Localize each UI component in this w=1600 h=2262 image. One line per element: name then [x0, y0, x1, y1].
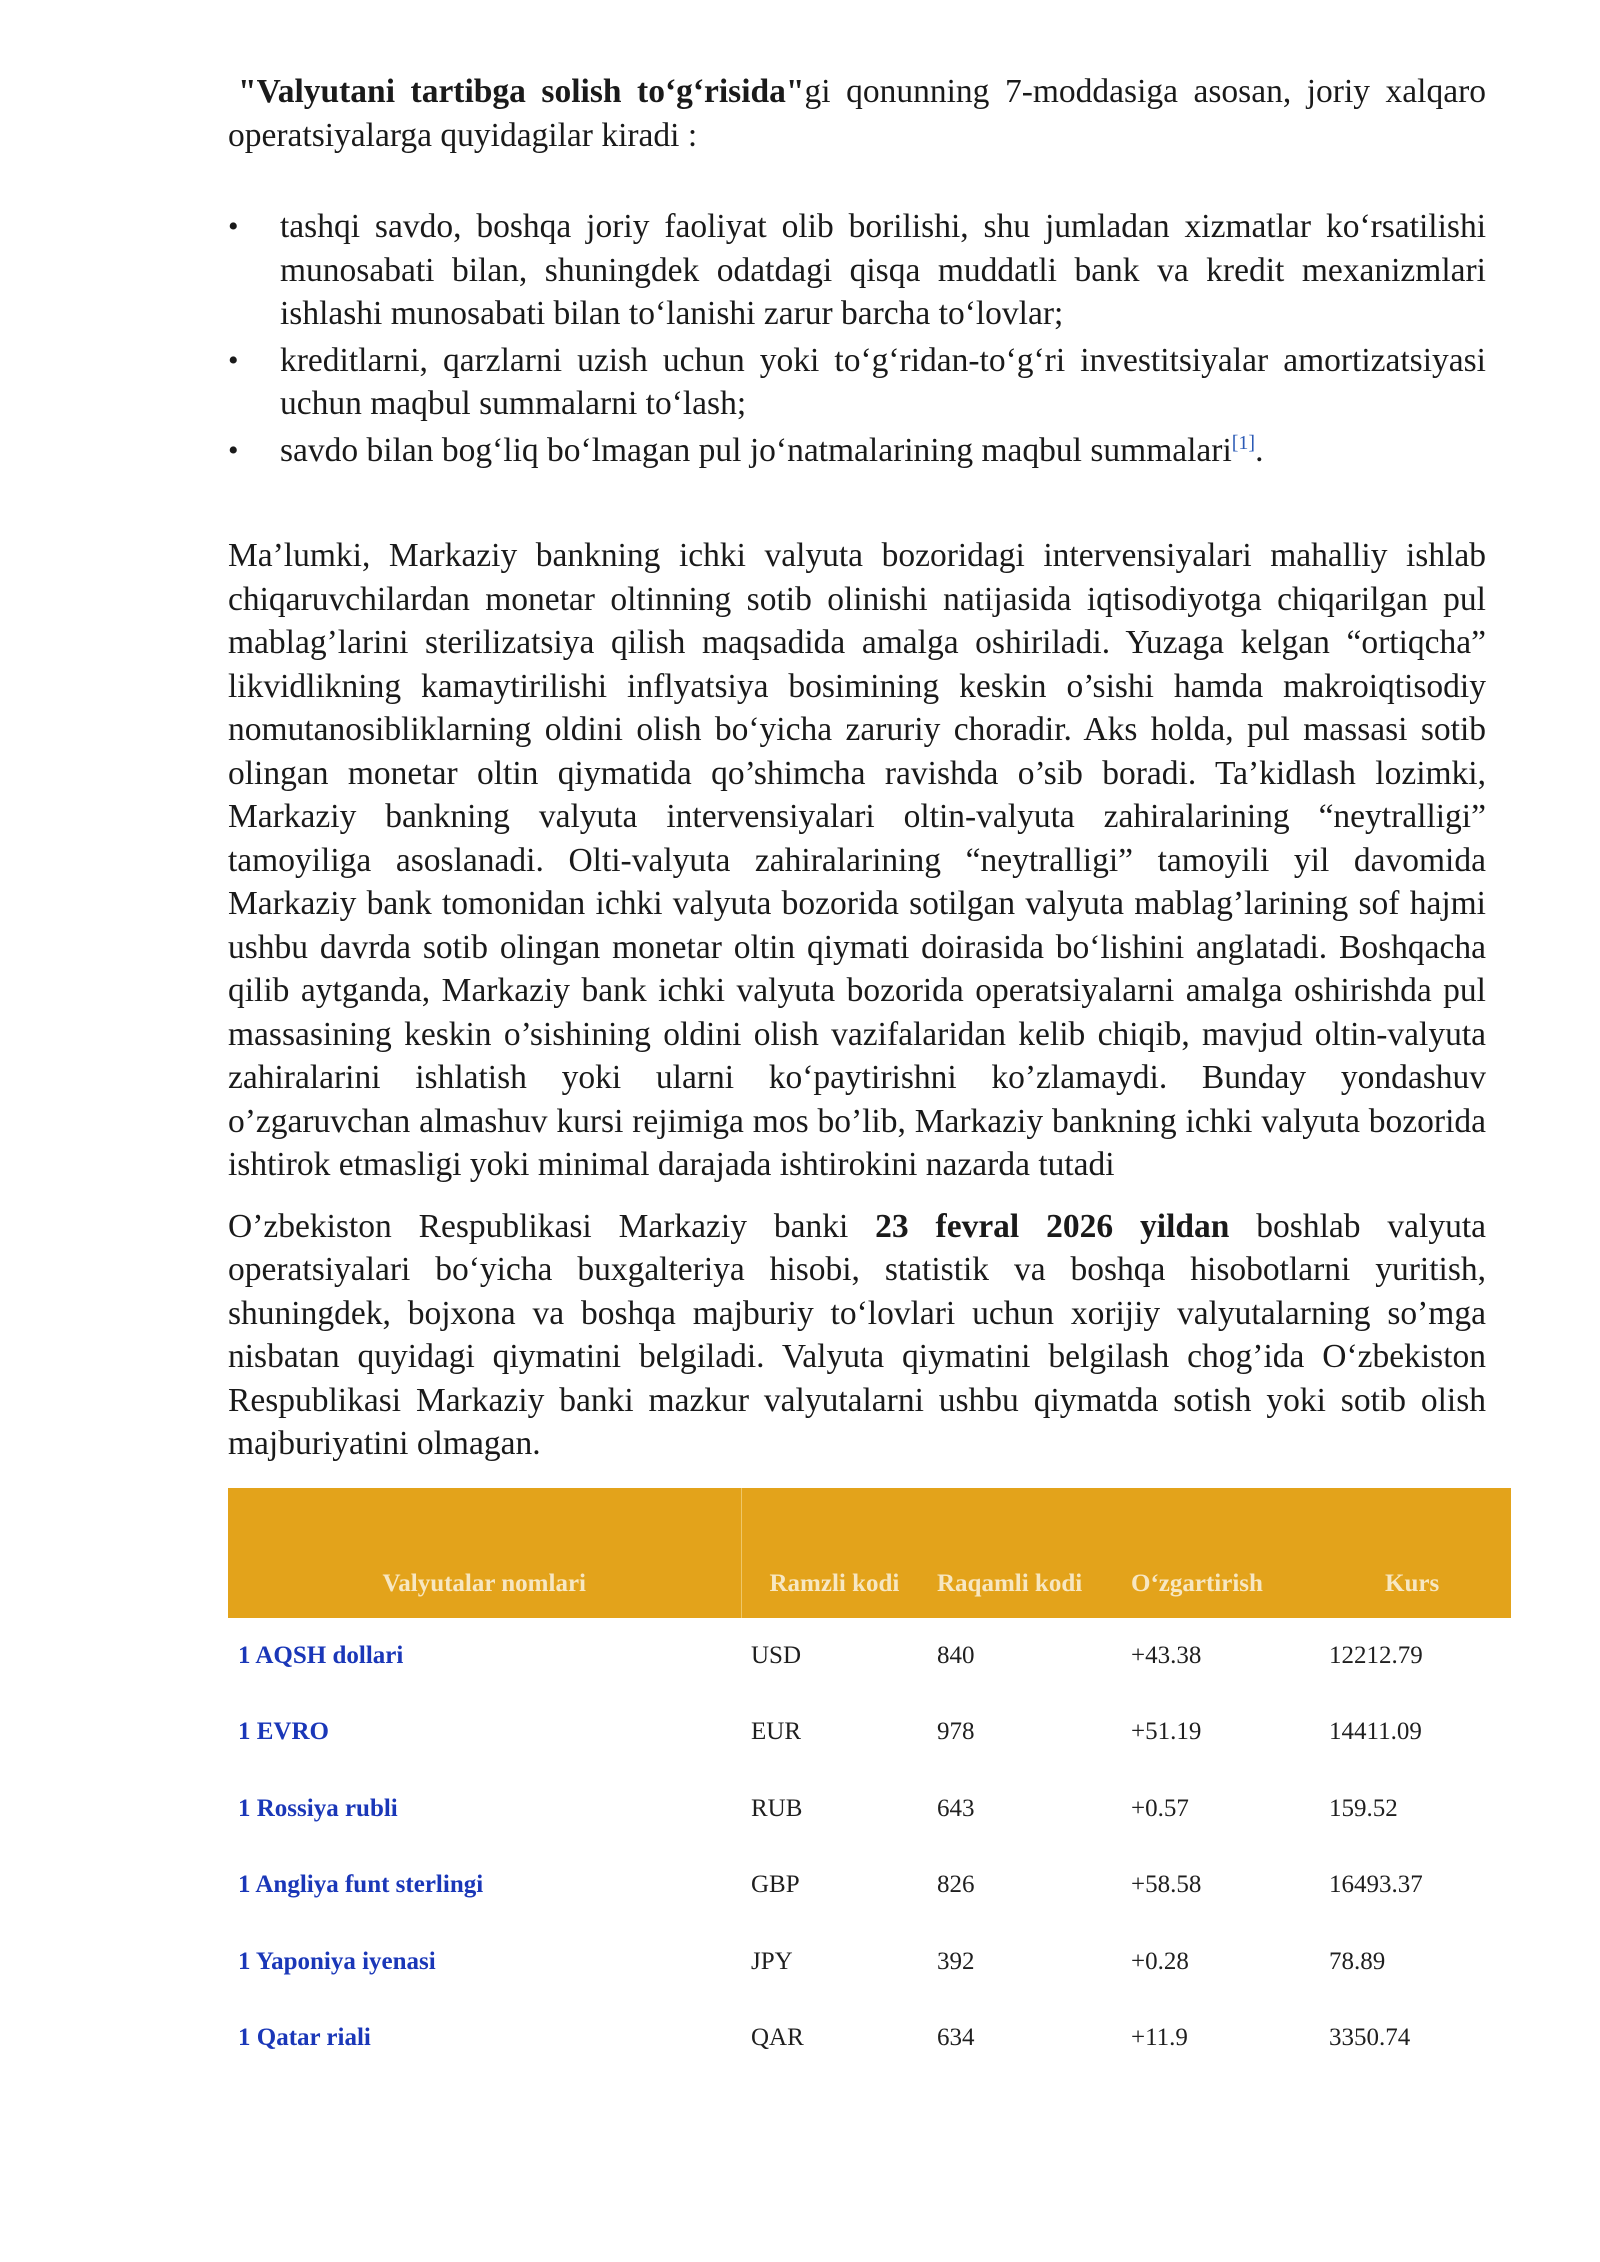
currency-numeric-code: 840 [937, 1641, 975, 1669]
rates-intro-before: O’zbekiston Respublikasi Markaziy banki [228, 1207, 876, 1245]
currency-name: 1 Rossiya rubli [238, 1794, 398, 1822]
header-rate: Kurs [1329, 1488, 1511, 1618]
bullet-text: tashqi savdo, boshqa joriy faoliyat olib borilishi, shu jumladan xizmatlar ko‘rsatilishi munosabati bilan, shuningdek odatdagi qisqa muddatli bank va kredit mexanizmlari ishlashi munosabati bilan to‘lanishi zarur barcha to‘lovlar; [280, 208, 1486, 332]
table-header-row [228, 1488, 1511, 1618]
header-change: O‘zgartirish [1131, 1488, 1329, 1618]
currency-symbol: QAR [751, 2024, 804, 2052]
list-item [228, 429, 1486, 473]
exchange-rates-table [228, 1488, 1511, 2077]
bullet-end: . [1255, 431, 1264, 469]
currency-name: 1 AQSH dollari [238, 1641, 404, 1669]
currency-name: 1 Angliya funt sterlingi [238, 1871, 484, 1899]
currency-symbol: JPY [751, 1947, 793, 1975]
bullet-icon: • [228, 433, 239, 467]
bullet-text: kreditlarni, qarzlarni uzish uchun yoki to‘g‘ridan-to‘g‘ri investitsiyalar amortizatsiyasi uchun maqbul summalarni to‘lash; [280, 341, 1486, 422]
table-row [228, 1694, 1511, 1771]
bullet-list [228, 205, 1486, 472]
table-row [228, 1847, 1511, 1924]
effective-date: 23 fevral 2026 yildan [875, 1207, 1230, 1245]
header-numeric-code: Raqamli kodi [937, 1488, 1131, 1618]
paragraph-interventions: Ma’lumki, Markaziy bankning ichki valyuta bozoridagi intervensiyalari mahalliy ishlab chiqaruvchilardan monetar oltinning sotib olinishi natijasida iqtisodiyotga chiqarilgan pul mablag’larini sterilizatsiya qilish maqsadida amalga oshiriladi. Yuzaga kelgan “ortiqcha” likvidlikning kamaytirilishi inflyatsiya bosimining keskin o’sishi hamda makroiqtisodiy nomutanosibliklarning oldini olish bo‘yicha zaruriy choradir. Aks holda, pul massasi sotib olingan monetar oltin qiymatida qo’shimcha ravishda o’sib boradi. Ta’kidlash lozimki, Markaziy bankning valyuta intervensiyalari oltin-valyuta zahiralarining “neytralligi” tamoyiliga asoslanadi. Olti-valyuta zahiralarining “neytralligi” tamoyili yil davomida Markaziy bank tomonidan ichki valyuta bozorida sotilgan valyuta mablag’larining sof hajmi ushbu davrda sotib olingan monetar oltin qiymati doirasida bo‘lishini anglatadi. Boshqacha qilib aytganda, Markaziy bank ichki valyuta bozorida operatsiyalarni amalga oshirishda pul massasining keskin o’sishining oldini olish vazifalaridan kelib chiqib, mavjud oltin-valyuta zahiralarini ishlatish yoki ularni ko‘paytirishni ko’zlamaydi. Bunday yondashuv o’zgaruvchan almashuv kursi rejimiga mos bo’lib, Markaziy bankning ichki valyuta bozorida ishtirok etmasligi yoki minimal darajada ishtirokini nazarda tutadi [228, 537, 1486, 1183]
currency-name: 1 Qatar riali [238, 2024, 371, 2052]
law-title: "Valyutani tartibga solish to‘g‘risida" [238, 73, 805, 110]
currency-numeric-code: 978 [937, 1718, 975, 1746]
currency-symbol: GBP [751, 1871, 800, 1899]
footnote-link[interactable]: [1] [1231, 431, 1256, 454]
currency-name: 1 EVRO [238, 1718, 329, 1746]
currency-numeric-code: 392 [937, 1947, 975, 1975]
table-row [228, 2000, 1511, 2077]
rates-intro-after: boshlab valyuta operatsiyalari bo‘yicha buxgalteriya hisobi, statistik va boshqa hisobotlarni yuritish, shuningdek, bojxona va boshqa majburiy to‘lovlari uchun xorijiy valyutalarning so’mga nisbatan quyidagi qiymatini belgiladi. Valyuta qiymatini belgilash chog’ida O‘zbekiston Respublikasi Markaziy banki mazkur valyutalarni ushbu qiymatda sotish yoki sotib olish majburiyatini olmagan. [228, 1207, 1486, 1462]
rate-change: +43.38 [1131, 1641, 1202, 1669]
exchange-rate: 14411.09 [1329, 1718, 1422, 1746]
intro-paragraph [228, 70, 1486, 157]
exchange-rate: 3350.74 [1329, 2024, 1411, 2052]
list-item [228, 205, 1486, 336]
exchange-rate: 16493.37 [1329, 1871, 1423, 1899]
rate-change: +58.58 [1131, 1871, 1202, 1899]
currency-symbol: EUR [751, 1718, 801, 1746]
exchange-rate: 12212.79 [1329, 1641, 1423, 1669]
currency-numeric-code: 634 [937, 2024, 975, 2052]
table-row [228, 1771, 1511, 1848]
header-currency-name: Valyutalar nomlari [228, 1488, 741, 1618]
bullet-icon: • [228, 343, 239, 377]
rate-change: +0.57 [1131, 1794, 1189, 1822]
paragraph-rates-intro [228, 1205, 1486, 1466]
bullet-icon: • [228, 210, 239, 243]
currency-numeric-code: 826 [937, 1871, 975, 1899]
intro-text: gi qonunning 7-moddasiga asosan, joriy xalqaro operatsiyalarga quyidagilar kiradi : [228, 73, 1486, 154]
table-row [228, 1924, 1511, 2001]
exchange-rate: 78.89 [1329, 1947, 1386, 1975]
rate-change: +11.9 [1131, 2024, 1188, 2052]
list-item [228, 339, 1486, 426]
currency-numeric-code: 643 [937, 1794, 975, 1822]
rate-change: +51.19 [1131, 1718, 1202, 1746]
currency-symbol: USD [751, 1641, 802, 1669]
currency-name: 1 Yaponiya iyenasi [238, 1947, 436, 1975]
header-symbol-code: Ramzli kodi [741, 1488, 937, 1618]
table-row [228, 1618, 1511, 1695]
currency-symbol: RUB [751, 1794, 803, 1822]
bullet-text: savdo bilan bog‘liq bo‘lmagan pul jo‘natmalarining maqbul summalari [280, 431, 1232, 469]
document-page [228, 70, 1486, 2077]
rate-change: +0.28 [1131, 1947, 1189, 1975]
exchange-rate: 159.52 [1329, 1794, 1398, 1822]
